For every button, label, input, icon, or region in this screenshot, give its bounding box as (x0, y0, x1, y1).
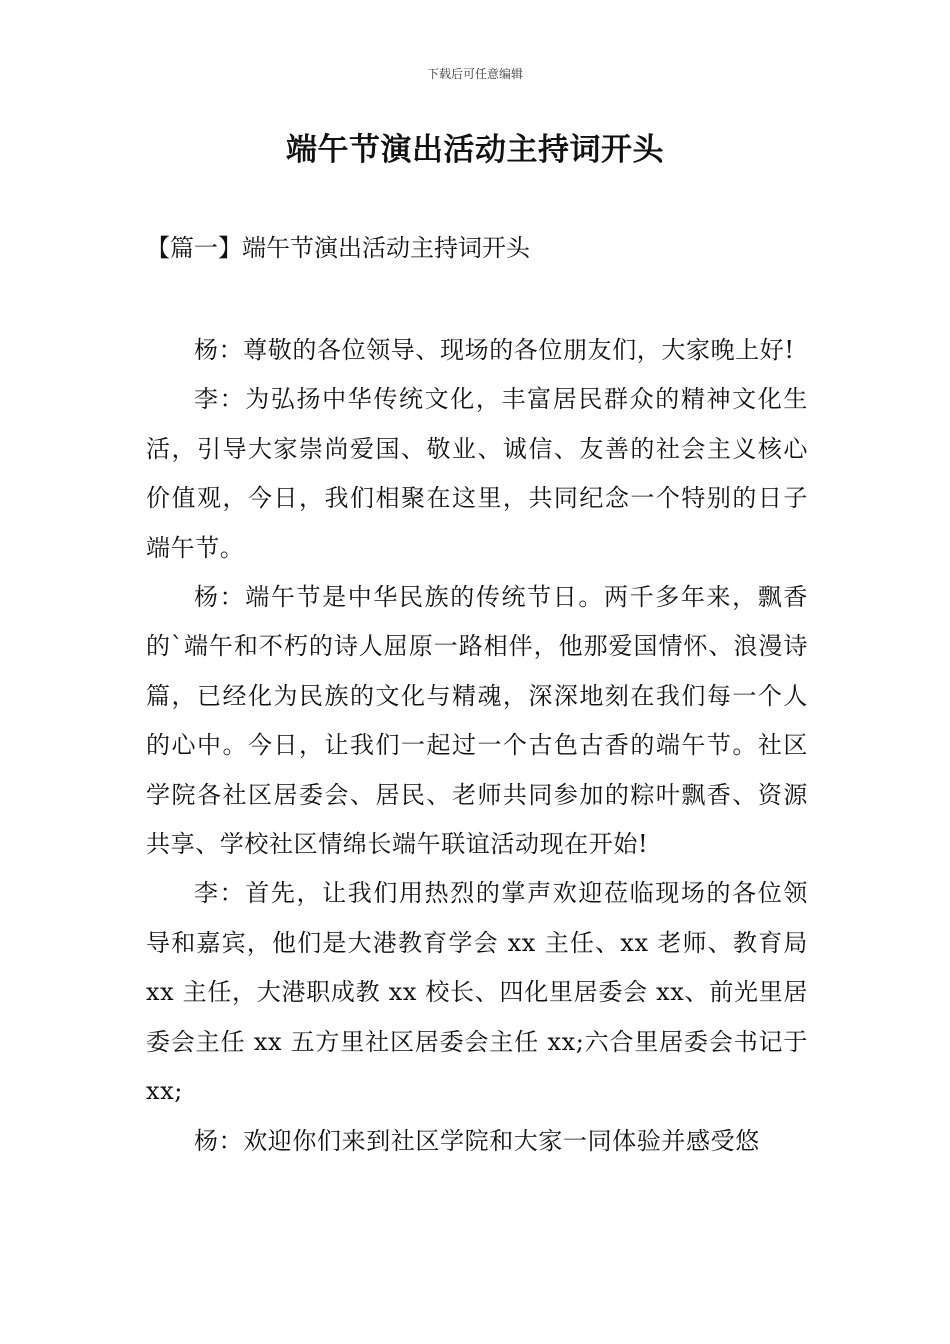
section-heading: 【篇一】端午节演出活动主持词开头 (146, 234, 530, 262)
paragraph: 杨：端午节是中华民族的传统节日。两千多年来，飘香的`端午和不朽的诗人屈原一路相伴，他那爱国情怀、浪漫诗篇，已经化为民族的文化与精魂，深深地刻在我们每一个人的心中。今日，让我们一起过一个古色古香的端午节。社区学院各社区居委会、居民、老师共同参加的粽叶飘香、资源共享、学校社区情绵长端午联谊活动现在开始! (146, 583, 808, 859)
header-note: 下载后可任意编辑 (426, 67, 523, 81)
paragraph: 李：首先，让我们用热烈的掌声欢迎莅临现场的各位领导和嘉宾，他们是大港教育学会 xx 主任、xx 老师、教育局 xx 主任，大港职成教 xx 校长、四化里居委会 xx、前光里居委会主任 xx 五方里社区居委会主任 xx;六合里居委会书记于 xx; (146, 879, 808, 1106)
paragraph: 李：为弘扬中华传统文化，丰富居民群众的精神文化生活，引导大家崇尚爱国、敬业、诚信、友善的社会主义核心价值观，今日，我们相聚在这里，共同纪念一个特别的日子端午节。 (146, 385, 808, 562)
page-title: 端午节演出活动主持词开头 (286, 132, 664, 168)
body-text (146, 326, 808, 1166)
paragraph: 杨：欢迎你们来到社区学院和大家一同体验并感受悠 (194, 1126, 760, 1155)
paragraph: 杨：尊敬的各位领导、现场的各位朋友们，大家晚上好! (194, 336, 795, 364)
